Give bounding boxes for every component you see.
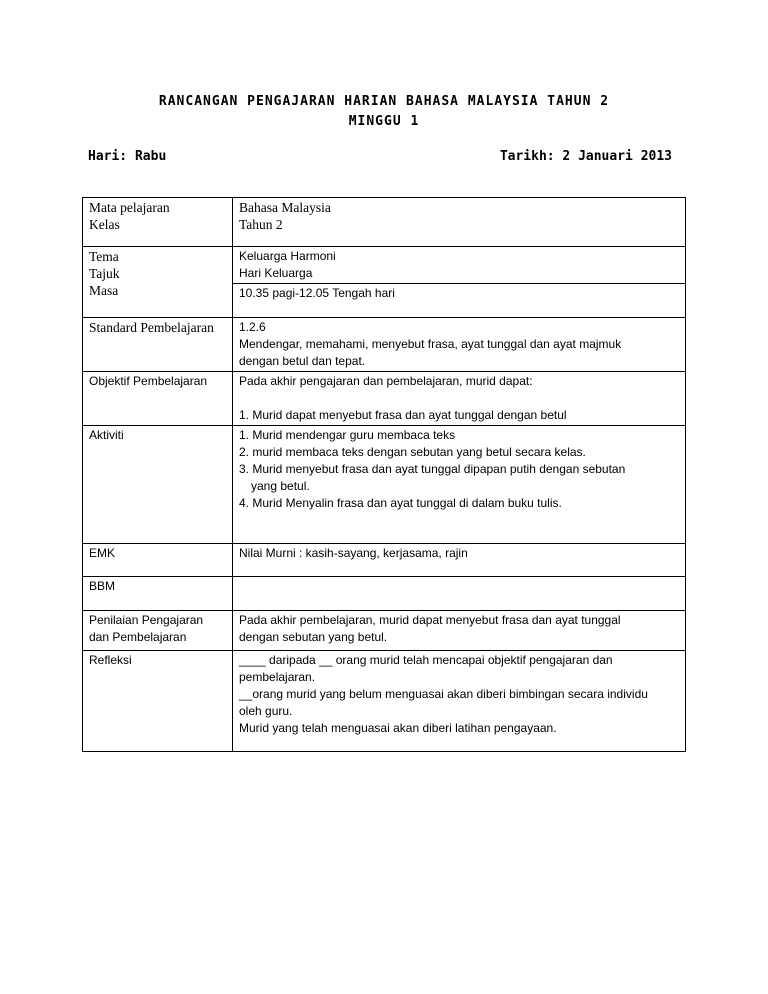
- cell-label: Penilaian Pengajaran dan Pembelajaran: [83, 611, 233, 651]
- cell-label: EMK: [83, 544, 233, 577]
- cell-value: Pada akhir pengajaran dan pembelajaran, murid dapat: 1. Murid dapat menyebut frasa dan ayat tunggal dengan betul: [233, 372, 686, 426]
- cell-label: BBM: [83, 577, 233, 611]
- cell-label: Standard Pembelajaran: [83, 318, 233, 372]
- cell-value: [233, 577, 686, 611]
- list-item: 4. Murid Menyalin frasa dan ayat tunggal di dalam buku tulis.: [239, 496, 562, 510]
- table-row: [83, 318, 686, 372]
- table-row: [83, 198, 686, 247]
- cell-label: Aktiviti: [83, 426, 233, 544]
- list-item: 1. Murid mendengar guru membaca teks: [239, 428, 456, 442]
- table-row: [83, 651, 686, 752]
- cell-label: Tema Tajuk Masa: [83, 247, 233, 318]
- page-title: [0, 92, 768, 132]
- cell-label: Objektif Pembelajaran: [83, 372, 233, 426]
- cell-label: Refleksi: [83, 651, 233, 752]
- list-item: 2. murid membaca teks dengan sebutan yang betul secara kelas.: [239, 445, 586, 459]
- table-row: [83, 426, 686, 544]
- table-row: [83, 372, 686, 426]
- cell-value: Bahasa Malaysia Tahun 2: [233, 198, 686, 247]
- cell-value: Nilai Murni : kasih-sayang, kerjasama, rajin: [233, 544, 686, 577]
- table-row: [83, 577, 686, 611]
- cell-value: 10.35 pagi-12.05 Tengah hari: [233, 284, 686, 318]
- cell-label: Mata pelajaran Kelas: [83, 198, 233, 247]
- list-item: yang betul.: [251, 479, 310, 493]
- date-label: Tarikh: 2 Januari 2013: [499, 149, 672, 164]
- cell-value: Pada akhir pembelajaran, murid dapat menyebut frasa dan ayat tunggal dengan sebutan yang betul.: [233, 611, 686, 651]
- cell-value: Keluarga Harmoni Hari Keluarga: [233, 247, 686, 284]
- cell-value: ____ daripada __ orang murid telah mencapai objektif pengajaran dan pembelajaran. __orang murid yang belum menguasai akan diberi bimbingan secara individu oleh guru. Murid yang telah menguasai akan diberi latihan pengayaan.: [233, 651, 686, 752]
- title-line-1: RANCANGAN PENGAJARAN HARIAN BAHASA MALAYSIA TAHUN 2: [158, 94, 610, 109]
- day-label: Hari: Rabu: [88, 149, 167, 164]
- title-line-2: MINGGU 1: [348, 114, 420, 129]
- cell-value: 1.2.6 Mendengar, memahami, menyebut frasa, ayat tunggal dan ayat majmuk dengan betul dan tepat.: [233, 318, 686, 372]
- cell-value: [233, 426, 686, 544]
- lesson-plan-table: [82, 197, 686, 752]
- list-item: 3. Murid menyebut frasa dan ayat tunggal dipapan putih dengan sebutan: [239, 462, 626, 476]
- table-row: [83, 611, 686, 651]
- table-row: [83, 247, 686, 284]
- table-row: [83, 544, 686, 577]
